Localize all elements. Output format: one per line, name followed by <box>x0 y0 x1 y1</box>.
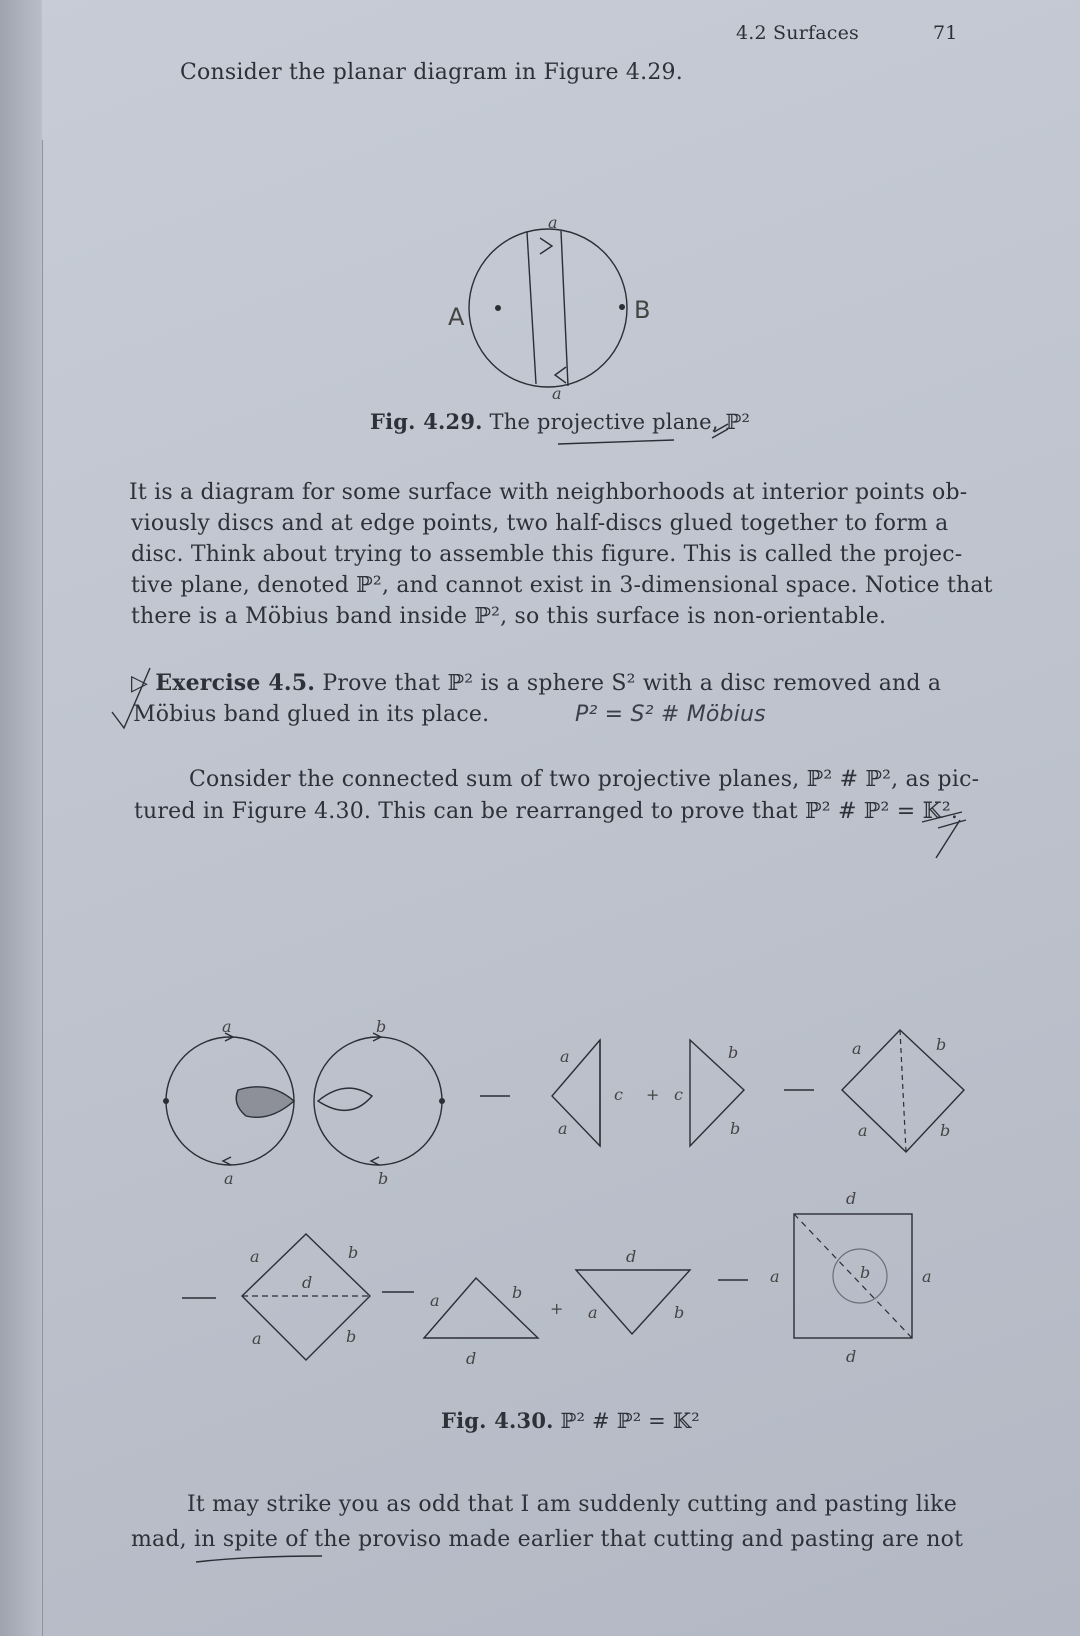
label-b: b <box>346 1327 357 1346</box>
label-top-a: a <box>548 213 558 232</box>
label-b: b <box>674 1303 685 1322</box>
label-b: b <box>512 1283 523 1302</box>
label-a: a <box>588 1303 598 1322</box>
underline-in-spite-of <box>196 1556 322 1562</box>
para1-line2: viously discs and at edge points, two half-discs glued together to form a <box>131 511 949 536</box>
label-a: a <box>430 1291 440 1310</box>
exercise-label: Exercise 4.5. <box>155 670 316 696</box>
label-c: c <box>614 1085 623 1104</box>
label-a: a <box>558 1119 568 1138</box>
label-d: d <box>846 1347 857 1366</box>
caption-label: Fig. 4.29. <box>370 409 483 434</box>
label-a: a <box>222 1017 232 1036</box>
exercise-marker: ▷ <box>131 671 149 696</box>
para3-line1: It may strike you as odd that I am suddenly cutting and pasting like <box>187 1492 957 1517</box>
label-a: a <box>922 1267 932 1286</box>
label-a: a <box>852 1039 862 1058</box>
para1-line4: tive plane, denoted ℙ², and cannot exist in 3-dimensional space. Notice that <box>131 573 993 598</box>
page-number: 71 <box>933 22 958 44</box>
label-a: a <box>858 1121 868 1140</box>
para1-line1: It is a diagram for some surface with neighborhoods at interior points ob- <box>129 480 968 505</box>
para1-line5: there is a Möbius band inside ℙ², so this surface is non-orientable. <box>131 604 887 629</box>
label-point-A: A <box>448 303 465 331</box>
label-a: a <box>770 1267 780 1286</box>
handwritten-note: P² = S² # Möbius <box>575 702 766 727</box>
label-b: b <box>940 1121 951 1140</box>
caption-label: Fig. 4.30. <box>441 1408 554 1433</box>
label-b: b <box>376 1017 387 1036</box>
caption-text: ℙ² # ℙ² = 𝕂² <box>560 1409 700 1433</box>
label-d: d <box>302 1273 313 1292</box>
label-d: d <box>626 1247 637 1266</box>
label-a: a <box>250 1247 260 1266</box>
exercise-text1: Prove that ℙ² is a sphere S² with a disc removed and a <box>322 671 942 696</box>
label-point-B: B <box>634 296 651 324</box>
label-b: b <box>728 1043 739 1062</box>
label-a: a <box>560 1047 570 1066</box>
caption-text: The projective plane, ℙ² <box>489 410 751 434</box>
label-b: b <box>378 1169 389 1188</box>
exercise-line2: Möbius band glued in its place. <box>133 702 490 727</box>
para1-line3: disc. Think about trying to assemble this figure. This is called the projec- <box>131 542 963 567</box>
label-b: b <box>730 1119 741 1138</box>
label-d: d <box>466 1349 477 1368</box>
label-a: a <box>252 1329 262 1348</box>
plus-sign: + <box>646 1085 660 1104</box>
plus-sign: + <box>550 1299 564 1318</box>
label-d: d <box>846 1189 857 1208</box>
para2-line1: Consider the connected sum of two projective planes, ℙ² # ℙ², as pic- <box>189 767 980 792</box>
label-a: a <box>224 1169 234 1188</box>
label-bottom-a: a <box>552 384 562 403</box>
running-header: 4.2 Surfaces <box>736 22 859 44</box>
label-b: b <box>860 1263 871 1282</box>
para3-line2: mad, in spite of the proviso made earlier that cutting and pasting are not <box>131 1527 964 1552</box>
label-b: b <box>936 1035 947 1054</box>
label-c: c <box>674 1085 683 1104</box>
para2-line2: tured in Figure 4.30. This can be rearranged to prove that ℙ² # ℙ² = 𝕂². <box>134 799 959 824</box>
intro-line: Consider the planar diagram in Figure 4.29. <box>180 60 683 85</box>
label-b: b <box>348 1243 359 1262</box>
